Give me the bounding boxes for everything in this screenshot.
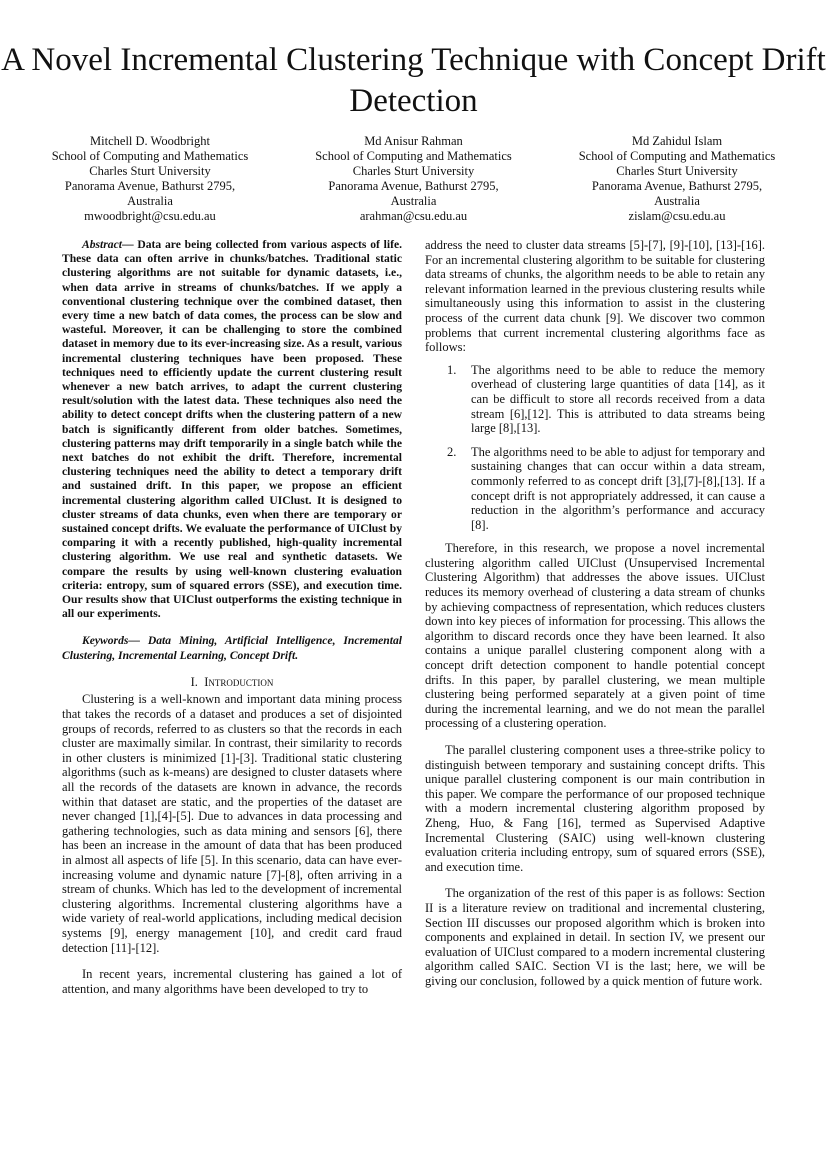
author-name: Mitchell D. Woodbright (90, 134, 210, 148)
problem-list (425, 363, 765, 533)
abstract-text: — Data are being collected from various aspects of life. These data can often arrive in chunks/batches. Traditional static clustering algorithms are not suitable for dynamic datasets, i.e., when data arrive in streams of chunks/batches. If we apply a conventional clustering technique over the combined dataset, then every time a new batch of data comes, the process can be slow and wasteful. Moreover, it can be challenging to store the combined dataset in memory due to its ever-increasing size. As a result, various incremental clustering techniques have been proposed. These techniques need to efficiently update the current clustering result whenever a new batch arrives, to adapt the current clustering result/solution with the latest data. These techniques also need the ability to detect concept drifts when the clustering pattern of a new batch is significantly different from older batches. Sometimes, clustering patterns may drift temporarily in a single batch while the next batches do not exhibit the drift. Therefore, incremental clustering techniques need the ability to detect a temporary drift and sustained drift. In this paper, we propose an efficient incremental clustering algorithm called UIClust. It is designed to cluster streams of data chunks, even when there are temporary or sustained concept drifts. We evaluate the performance of UIClust by comparing it with a recently published, high-quality incremental clustering algorithm. We use real and synthetic datasets. We compare the results by using well-known clustering evaluation criteria: entropy, sum of squared errors (SSE), and execution time. Our results show that UIClust outperforms the existing technique in all our experiments. (62, 238, 402, 621)
author-block (30, 134, 797, 224)
author-university: Charles Sturt University (616, 164, 738, 178)
keywords: Keywords— Data Mining, Artificial Intelligence, Incremental Clustering, Incremental Learning, Concept Drift. (62, 634, 402, 662)
author-3 (557, 134, 797, 224)
right-column (425, 238, 765, 989)
abstract-label: Abstract (82, 238, 122, 251)
list-item (425, 445, 765, 533)
intro-paragraph-5: The organization of the rest of this paper is as follows: Section II is a literature review on traditional and incremental clustering, Section III discusses our proposed algorithm which is broken into components and explained in detail. In section IV, we present our evaluation of UIClust compared to a modern incremental clustering algorithm called SAIC. Section VI is the last; here, we will be giving our conclusion, followed by a quick mention of future work. (425, 886, 765, 988)
intro-paragraph-2: In recent years, incremental clustering has gained a lot of attention, and many algorithms have been developed to try to (62, 967, 402, 996)
abstract (62, 238, 402, 621)
list-number: 2. (447, 444, 457, 459)
author-2 (294, 134, 534, 224)
author-university: Charles Sturt University (352, 164, 475, 178)
paper-title: A Novel Incremental Clustering Technique with Concept Drift Detection (1, 42, 826, 119)
author-school: School of Computing and Mathematics (51, 149, 249, 163)
list-number: 1. (447, 362, 457, 377)
intro-paragraph-3: Therefore, in this research, we propose a novel incremental clustering algorithm called UIClust (Unsupervised Incremental Clustering Algorithm) that addresses the above issues. UIClust reduces its memory overhead of clustering a data stream of chunks by achieving compactness of representation, which reduces clusters down into key pieces of information for processing. This allows the algorithm to discard records once they have been learned. It also contains a unique parallel clustering component along with a concept drift detection component to handle potential concept drifts. In this paper, by parallel clustering, we mean multiple clustering being performed separately at a given point of time during the incremental learning, and we do not mean the parallel processing of a clustering operation. (425, 541, 765, 731)
author-email: mwoodbright@csu.edu.au (84, 209, 216, 223)
section-number: I. (190, 674, 198, 689)
author-university: Charles Sturt University (89, 164, 211, 178)
author-address: Panorama Avenue, Bathurst 2795, (591, 179, 763, 193)
author-address: Panorama Avenue, Bathurst 2795, (64, 179, 236, 193)
author-email: zislam@csu.edu.au (628, 209, 726, 223)
author-country: Australia (654, 194, 700, 208)
author-name: Md Zahidul Islam (631, 134, 723, 148)
list-item (425, 363, 765, 436)
list-text: The algorithms need to be able to adjust for temporary and sustaining changes that can occur within a data stream, commonly referred to as concept drift [3],[7]-[8],[13]. If a concept drift is not appropriately addressed, it can cause a reduction in the algorithm’s performance and accuracy [8]. (471, 444, 765, 532)
intro-paragraph-4: The parallel clustering component uses a three-strike policy to distinguish between temporary and sustaining concept drifts. This unique parallel clustering component is our main contribution in this paper. We compare the performance of our proposed technique with a modern incremental clustering algorithm proposed by Zheng, Huo, & Fang [16], termed as Supervised Adaptive Incremental Clustering (SAIC) using well-known clustering evaluation criteria including entropy, sum of squared errors (SSE), and execution time. (425, 743, 765, 874)
author-country: Australia (127, 194, 173, 208)
section-title: Introduction (204, 674, 274, 689)
author-1 (30, 134, 270, 224)
left-column (62, 238, 402, 996)
author-country: Australia (390, 194, 437, 208)
author-address: Panorama Avenue, Bathurst 2795, (328, 179, 499, 193)
author-school: School of Computing and Mathematics (578, 149, 776, 163)
intro-paragraph-1: Clustering is a well-known and important data mining process that takes the records of a dataset and produces a set of disjointed groups of records, referred to as clusters so that the records in each cluster are maximally similar. In contrast, their similarity to records in other clusters is minimized [1]-[3]. Traditional static clustering algorithms (such as k-means) are designed to cluster datasets where all the records of the datasets are known in advance, the records within that dataset are static, and the properties of the dataset are never changed [1],[4]-[5]. Due to advances in data processing and gathering technologies, such as data mining and sensors [6], there has been an increase in the amount of data that has been produced in almost all aspects of life [5]. In this scenario, data can have ever-increasing volume and dynamic nature [7]-[8], often arriving in a stream of chunks. Which has led to the development of incremental clustering algorithms. Incremental clustering algorithms have a wide variety of real-world applications, including medical decision systems [9], energy management [10], and credit card fraud detection [11]-[12]. (62, 692, 402, 955)
author-name: Md Anisur Rahman (364, 134, 463, 148)
intro-paragraph-2-continued: address the need to cluster data streams [5]-[7], [9]-[10], [13]-[16]. For an incremental clustering algorithm to be suitable for clustering data streams of chunks, the algorithm needs to be able to retain any relevant information learned in the previous clustering results while simultaneously using this information to assist in the clustering process of the current data chunk [9]. We discover two common problems that current incremental clustering algorithms face as follows: (425, 238, 765, 355)
section-heading (62, 675, 402, 690)
author-school: School of Computing and Mathematics (315, 149, 512, 163)
list-text: The algorithms need to be able to reduce the memory overhead of clustering large quantities of data [14], as it can be difficult to store all records received from a data stream [6],[12]. This is attributed to data streams being large [8],[13]. (471, 362, 765, 436)
author-email: arahman@csu.edu.au (359, 209, 468, 223)
